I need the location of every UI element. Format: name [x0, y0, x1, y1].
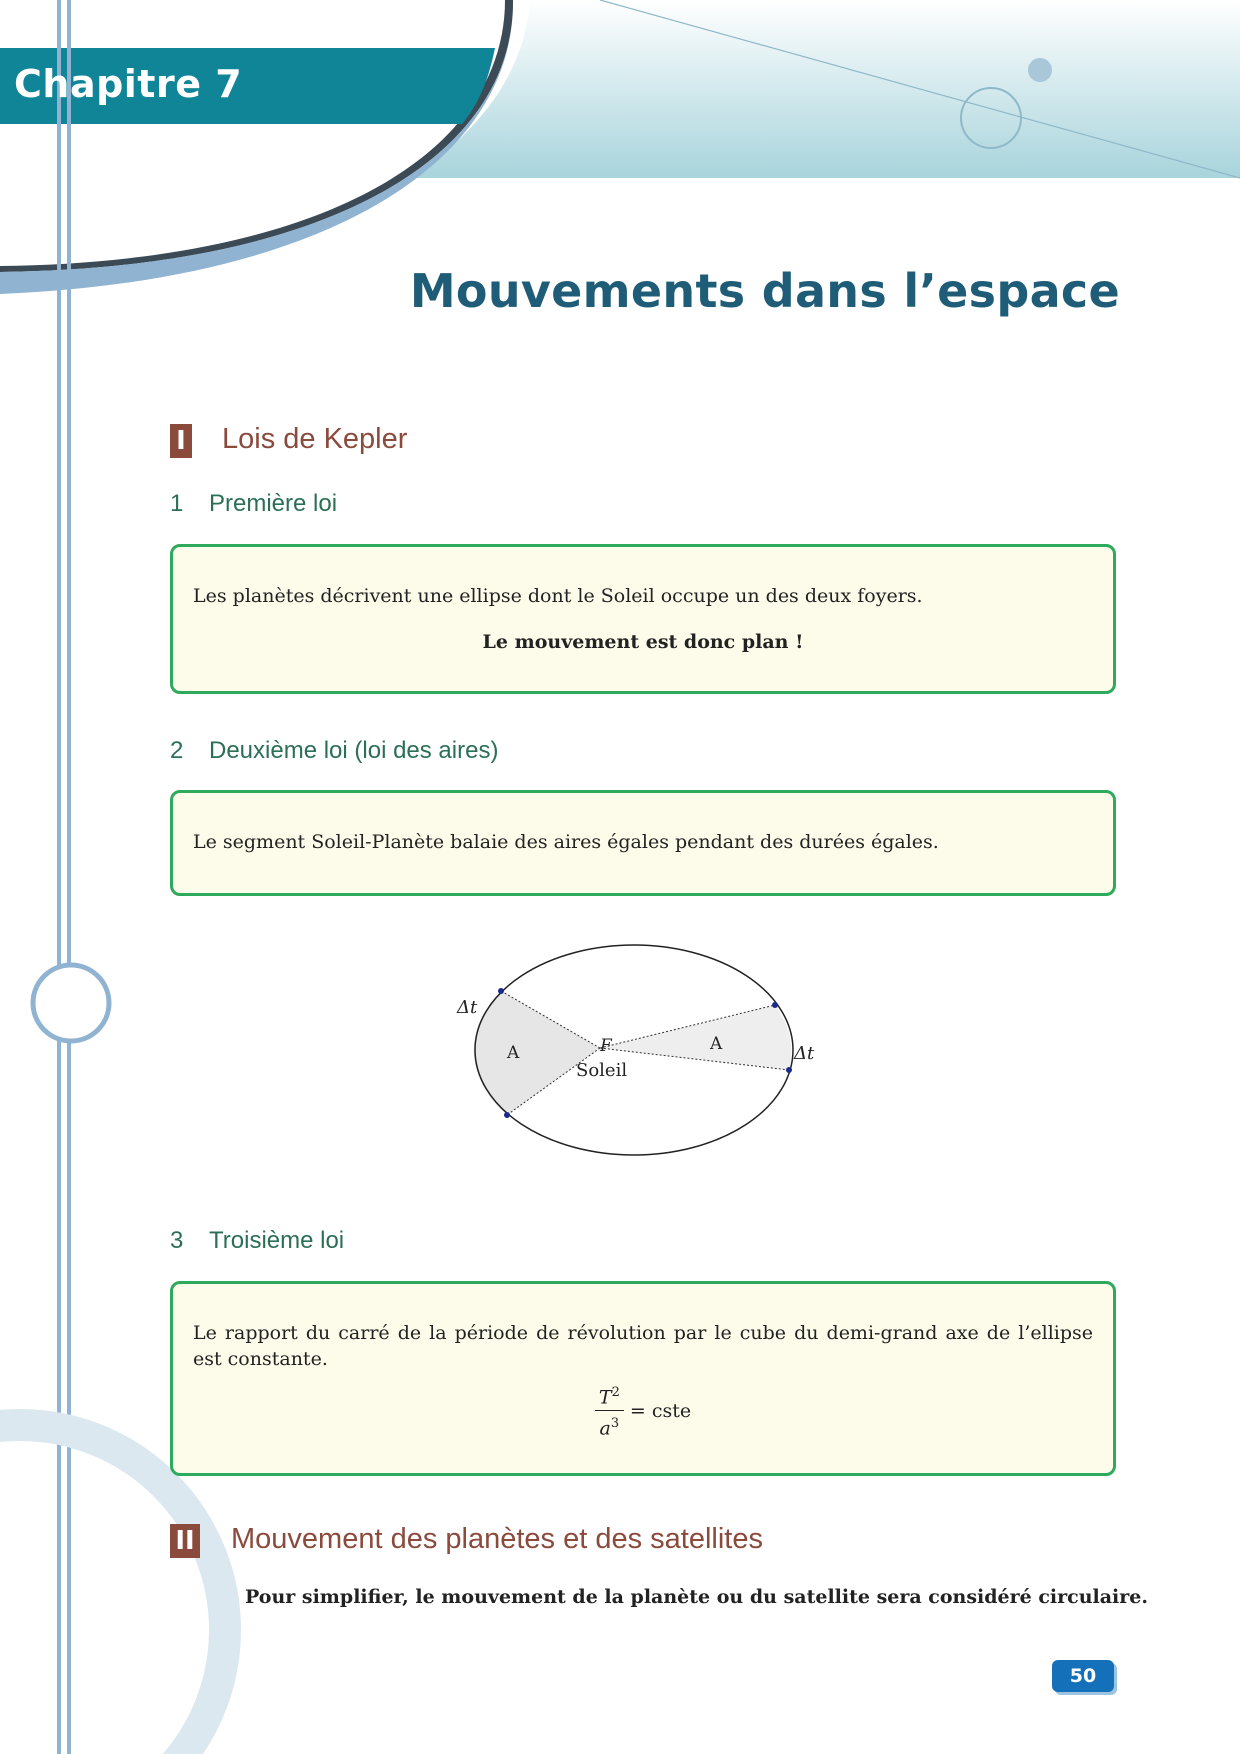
law-text: Le rapport du carré de la période de révolution par le cube du demi-grand axe de l’ellipse est constante.: [193, 1322, 1093, 1370]
formula-numerator-var: T: [598, 1386, 612, 1409]
law-box-third: [170, 1281, 1116, 1476]
subsection-number: 3: [170, 1227, 184, 1254]
subsection-number: 1: [170, 490, 184, 517]
law-text: Les planètes décrivent une ellipse dont le Soleil occupe un des deux foyers.: [193, 585, 923, 607]
area-sector-left: [474, 991, 600, 1115]
formula-denominator-var: a: [599, 1417, 611, 1440]
planet-position: [786, 1067, 792, 1073]
formula-rhs: = cste: [629, 1399, 692, 1422]
area-label-right: A: [710, 1034, 723, 1054]
delta-t-right: Δt: [794, 1043, 815, 1064]
formula-denominator-exp: 3: [610, 1416, 620, 1432]
law-text: Le segment Soleil-Planète balaie des aires égales pendant des durées égales.: [193, 831, 939, 853]
kepler-formula: [193, 1380, 1093, 1442]
header-dot: [1028, 58, 1052, 82]
formula-denominator: [595, 1411, 624, 1441]
law-emphasis: Le mouvement est donc plan !: [482, 631, 804, 653]
law-box-first: [170, 544, 1116, 694]
section-note: Pour simplifier, le mouvement de la planète ou du satellite sera considéré circulaire.: [245, 1586, 1148, 1608]
margin-ring: [33, 965, 109, 1041]
subsection-title: Première loi: [209, 490, 338, 517]
delta-t-left: Δt: [457, 997, 478, 1018]
area-sector-right: [600, 1005, 791, 1070]
section-number: I: [170, 424, 192, 458]
law-box-second: [170, 790, 1116, 896]
page-title: Mouvements dans l’espace: [409, 264, 1120, 318]
formula-fraction: [595, 1380, 624, 1442]
section-number: II: [170, 1524, 200, 1558]
focus-label: F: [600, 1036, 612, 1056]
kepler-area-diagram: [440, 935, 840, 1165]
planet-position: [504, 1112, 510, 1118]
section-title: Lois de Kepler: [222, 423, 408, 455]
chapter-label: Chapitre 7: [14, 62, 243, 106]
planet-position: [772, 1002, 778, 1008]
sun-label: Soleil: [576, 1060, 628, 1081]
subsection-number: 2: [170, 737, 184, 764]
formula-numerator: [595, 1380, 624, 1411]
subsection-title: Deuxième loi (loi des aires): [209, 737, 499, 764]
page-number-badge: 50: [1052, 1660, 1114, 1692]
planet-position: [498, 988, 504, 994]
subsection-title: Troisième loi: [209, 1227, 345, 1254]
margin-rail-right: [67, 0, 71, 1754]
margin-rail-left: [57, 0, 61, 1754]
section-title: Mouvement des planètes et des satellites: [231, 1523, 763, 1555]
formula-numerator-exp: 2: [611, 1385, 620, 1400]
area-label-left: A: [507, 1043, 520, 1063]
